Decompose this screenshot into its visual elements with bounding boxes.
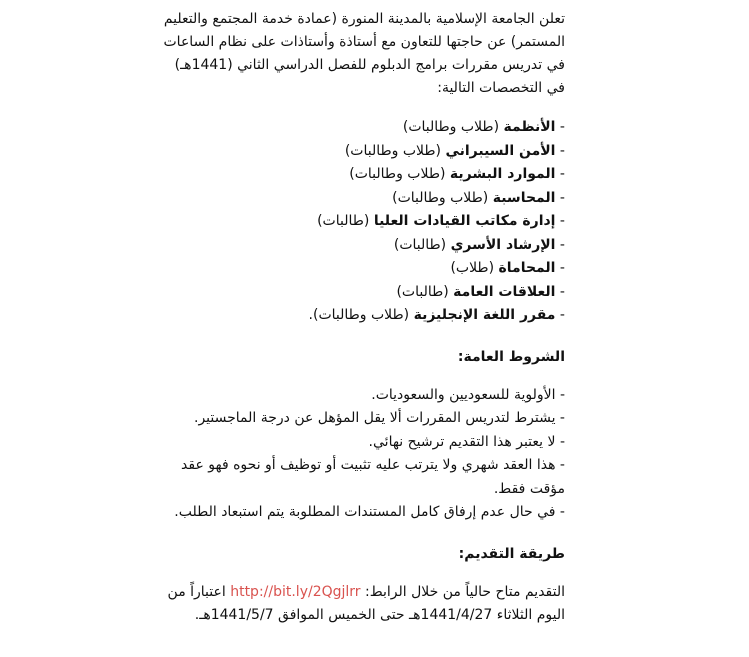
specialty-dash: - — [555, 119, 565, 135]
specialty-item — [160, 304, 565, 328]
condition-item: - هذا العقد شهري ولا يترتب عليه تثبيت أو توظيف أو نحوه فهو عقد مؤقت فقط. — [181, 457, 565, 497]
apply-heading: طريقة التقديم: — [458, 545, 565, 562]
specialty-name: الإرشاد الأسري — [450, 236, 556, 253]
specialty-dash: - — [555, 213, 565, 229]
specialty-note: (طلاب وطالبات) — [349, 166, 450, 182]
specialty-note: (طالبات) — [393, 236, 451, 253]
specialty-item — [160, 140, 565, 164]
conditions-list — [160, 384, 565, 525]
intro-paragraph: تعلن الجامعة الإسلامية بالمدينة المنورة (عمادة خدمة المجتمع والتعليم المستمر) عن حاجتها للتعاون مع أستاذة وأستاذات على نظام الساعات في تدريس مقررات برامج الدبلوم للفصل الدراسي الثاني (1441هـ) في التخصصات التالية: — [163, 11, 565, 96]
apply-paragraph — [160, 581, 565, 627]
specialty-name: مقرر اللغة الإنجليزية — [413, 307, 556, 323]
specialty-item — [160, 281, 565, 305]
specialty-item — [160, 257, 565, 281]
specialty-item — [160, 187, 565, 211]
specialty-item — [160, 234, 565, 258]
specialty-name: المحاماة — [498, 260, 556, 276]
apply-text-before-link: التقديم متاح حالياً من خلال الرابط: — [360, 583, 565, 600]
specialty-note: (طالبات) — [317, 213, 374, 229]
condition-item: - يشترط لتدريس المقررات ألا يقل المؤهل عن درجة الماجستير. — [194, 410, 565, 426]
conditions-heading: الشروط العامة: — [457, 348, 565, 365]
specialty-dash: - — [555, 236, 565, 253]
specialty-note: (طلاب وطالبات). — [308, 307, 414, 323]
specialty-name: المحاسبة — [492, 189, 556, 206]
specialty-dash: - — [555, 260, 565, 276]
condition-item: - لا يعتبر هذا التقديم ترشيح نهائي. — [368, 433, 565, 450]
specialty-note: (طلاب وطالبات) — [344, 142, 446, 159]
specialty-item — [160, 163, 565, 187]
specialty-name: إدارة مكاتب القيادات العليا — [373, 213, 556, 229]
specialty-item — [160, 210, 565, 234]
specialty-name: الأمن السيبراني — [445, 142, 556, 159]
specialty-note: (طلاب) — [450, 260, 499, 276]
specialty-note: (طالبات) — [396, 283, 454, 300]
specialty-note: (طلاب وطالبات) — [402, 119, 504, 135]
specialty-dash: - — [555, 189, 565, 206]
specialty-dash: - — [555, 166, 565, 182]
specialty-dash: - — [555, 142, 565, 159]
specialty-name: العلاقات العامة — [453, 283, 556, 300]
announcement — [160, 8, 565, 627]
specialty-item — [160, 116, 565, 140]
application-link[interactable]: http://bit.ly/2Qgjlrr — [230, 583, 361, 600]
specialty-dash: - — [555, 307, 565, 323]
specialty-dash: - — [555, 283, 565, 300]
specialty-name: الأنظمة — [503, 119, 556, 135]
specialty-note: (طلاب وطالبات) — [392, 189, 493, 206]
condition-item: - الأولوية للسعوديين والسعوديات. — [371, 386, 565, 403]
specialties-list — [160, 116, 565, 328]
apply-text-after-link: اعتباراً من اليوم الثلاثاء 1441/4/27هـ حتى الخميس الموافق 1441/5/7هـ. — [167, 583, 565, 623]
condition-item: - في حال عدم إرفاق كامل المستندات المطلوبة يتم استبعاد الطلب. — [174, 504, 565, 520]
specialty-name: الموارد البشرية — [449, 166, 556, 182]
